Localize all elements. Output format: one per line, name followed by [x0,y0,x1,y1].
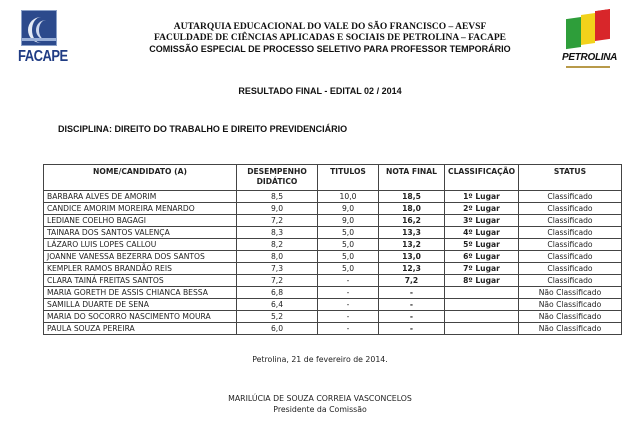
table-row [44,263,622,275]
petrolina-underline [566,66,610,68]
status-cell: Classificado [519,251,622,263]
final-grade-cell: 13,2 [379,239,445,251]
didactic-performance-cell: 6,0 [237,323,318,335]
candidate-name-cell: TAINARA DOS SANTOS VALENÇA [44,227,237,239]
titles-score-cell: 9,0 [318,203,379,215]
status-cell: Classificado [519,215,622,227]
titles-score-cell: - [318,287,379,299]
header-line-3: COMISSÃO ESPECIAL DE PROCESSO SELETIVO PARA PROFESSOR TEMPORÁRIO [149,44,511,54]
classification-cell: 4º Lugar [445,227,519,239]
didactic-performance-cell: 7,2 [237,215,318,227]
results-table [43,164,622,335]
table-row [44,215,622,227]
final-grade-cell: - [379,287,445,299]
classification-cell [445,323,519,335]
titles-score-cell: - [318,299,379,311]
table-row [44,311,622,323]
candidate-name-cell: LÁZARO LUIS LOPES CALLOU [44,239,237,251]
classification-cell [445,287,519,299]
header-performance-line2: DIDÁTICO [256,177,298,186]
didactic-performance-cell: 9,0 [237,203,318,215]
classification-cell: 8º Lugar [445,275,519,287]
facape-emblem-icon [21,10,57,46]
table-row [44,191,622,203]
didactic-performance-cell: 6,8 [237,287,318,299]
final-grade-cell: 13,0 [379,251,445,263]
candidate-name-cell: CLARA TAINÁ FREITAS SANTOS [44,275,237,287]
classification-cell: 6º Lugar [445,251,519,263]
didactic-performance-cell: 8,3 [237,227,318,239]
candidate-name-cell: MARIA GORETH DE ASSIS CHIANCA BESSA [44,287,237,299]
classification-cell: 5º Lugar [445,239,519,251]
candidate-name-cell: CANDICE AMORIM MOREIRA MENARDO [44,203,237,215]
candidate-name-cell: LEDIANE COELHO BAGAGI [44,215,237,227]
candidate-name-cell: BARBARA ALVES DE AMORIM [44,191,237,203]
candidate-name-cell: JOANNE VANESSA BEZERRA DOS SANTOS [44,251,237,263]
didactic-performance-cell: 8,0 [237,251,318,263]
final-grade-cell: 16,2 [379,215,445,227]
header-line-1: AUTARQUIA EDUCACIONAL DO VALE DO SÃO FRANCISCO – AEVSF [173,22,487,32]
petrolina-logo-text: PETROLINA [562,52,618,63]
status-cell: Classificado [519,227,622,239]
candidate-name-cell: SAMILLA DUARTE DE SENA [44,299,237,311]
status-cell: Classificado [519,275,622,287]
table-row [44,203,622,215]
classification-cell: 1º Lugar [445,191,519,203]
classification-cell: 2º Lugar [445,203,519,215]
final-grade-cell: - [379,299,445,311]
signatory-role: Presidente da Comissão [273,405,367,414]
candidate-name-cell: PAULA SOUZA PEREIRA [44,323,237,335]
table-row [44,275,622,287]
facape-logo-text: FACAPE [18,46,68,65]
didactic-performance-cell: 8,2 [237,239,318,251]
titles-score-cell: - [318,275,379,287]
final-grade-cell: 18,5 [379,191,445,203]
didactic-performance-cell: 8,5 [237,191,318,203]
status-cell: Não Classificado [519,299,622,311]
classification-cell: 3º Lugar [445,215,519,227]
titles-score-cell: 5,0 [318,227,379,239]
facape-logo [18,8,68,68]
final-grade-cell: 7,2 [379,275,445,287]
titles-score-cell: - [318,311,379,323]
table-row [44,239,622,251]
result-title: RESULTADO FINAL - EDITAL 02 / 2014 [238,86,402,96]
status-cell: Classificado [519,203,622,215]
status-cell: Classificado [519,191,622,203]
classification-cell [445,311,519,323]
discipline-title: DISCIPLINA: DIREITO DO TRABALHO E DIREITO PREVIDENCIÁRIO [58,124,348,134]
table-row [44,299,622,311]
header-status: STATUS [519,165,622,191]
final-grade-cell: 13,3 [379,227,445,239]
status-cell: Classificado [519,239,622,251]
titles-score-cell: 5,0 [318,251,379,263]
signatory-name: MARILÚCIA DE SOUZA CORREIA VASCONCELOS [228,394,412,403]
titles-score-cell: 5,0 [318,263,379,275]
didactic-performance-cell: 7,2 [237,275,318,287]
final-grade-cell: - [379,311,445,323]
final-grade-cell: 18,0 [379,203,445,215]
table-row [44,323,622,335]
status-cell: Classificado [519,263,622,275]
place-date: Petrolina, 21 de fevereiro de 2014. [252,355,388,364]
classification-cell: 7º Lugar [445,263,519,275]
titles-score-cell: 5,0 [318,239,379,251]
didactic-performance-cell: 5,2 [237,311,318,323]
header-line-2: FACULDADE DE CIÊNCIAS APLICADAS E SOCIAIS DE PETROLINA – FACAPE [154,33,506,43]
classification-cell [445,299,519,311]
status-cell: Não Classificado [519,323,622,335]
candidate-name-cell: KEMPLER RAMOS BRANDÃO REIS [44,263,237,275]
table-row [44,287,622,299]
header-performance-line1: DESEMPENHO [247,167,307,176]
table-row [44,251,622,263]
table-header-row [44,165,622,191]
table-row [44,227,622,239]
titles-score-cell: 9,0 [318,215,379,227]
didactic-performance-cell: 6,4 [237,299,318,311]
titles-score-cell: - [318,323,379,335]
petrolina-flag-icon [566,9,610,51]
status-cell: Não Classificado [519,287,622,299]
didactic-performance-cell: 7,3 [237,263,318,275]
status-cell: Não Classificado [519,311,622,323]
titles-score-cell: 10,0 [318,191,379,203]
header-titles: TITULOS [318,165,379,191]
header-performance [237,165,318,191]
petrolina-logo [562,8,618,70]
header-final-grade: NOTA FINAL [379,165,445,191]
header-classification: CLASSIFICAÇÃO [445,165,519,191]
final-grade-cell: 12,3 [379,263,445,275]
candidate-name-cell: MARIA DO SOCORRO NASCIMENTO MOURA [44,311,237,323]
final-grade-cell: - [379,323,445,335]
header-name: NOME/CANDIDATO (A) [44,165,237,191]
